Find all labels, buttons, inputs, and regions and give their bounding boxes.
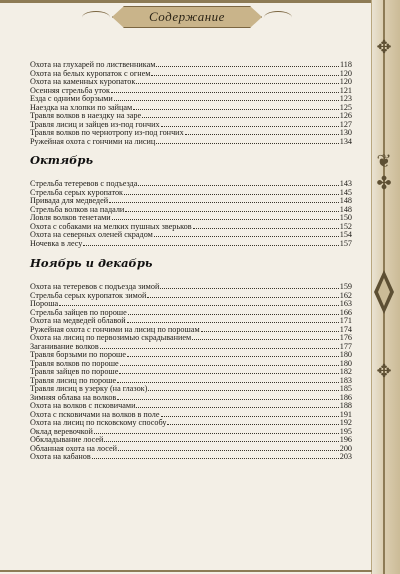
dot-leader — [142, 111, 339, 118]
toc-entry[interactable] — [30, 60, 352, 69]
toc-entry[interactable] — [30, 94, 352, 103]
dot-leader — [127, 350, 339, 357]
toc-entry-page: 157 — [339, 238, 352, 248]
dot-leader — [160, 282, 338, 289]
dot-leader — [156, 60, 339, 67]
toc-entry-title: Заганивание волков — [30, 341, 99, 351]
toc-entry[interactable] — [30, 367, 352, 376]
toc-entry[interactable] — [30, 384, 352, 393]
toc-block-october — [30, 179, 352, 247]
toc-entry[interactable] — [30, 393, 352, 402]
top-frame-line — [0, 0, 372, 3]
toc-entry-page: 182 — [339, 367, 352, 376]
toc-entry-title: Осенняя стрельба уток — [30, 85, 110, 95]
dot-leader — [117, 393, 338, 400]
toc-entry-title: Травля волков по пороше — [30, 358, 119, 368]
dot-leader — [201, 325, 339, 332]
toc-entry-page: 176 — [339, 333, 352, 342]
toc-entry-page: 174 — [339, 324, 352, 334]
toc-entry-page: 134 — [339, 136, 352, 146]
toc-content — [30, 60, 352, 461]
dot-leader — [133, 103, 339, 110]
toc-entry[interactable] — [30, 230, 352, 239]
dot-leader — [185, 128, 339, 135]
dot-leader — [100, 342, 339, 349]
toc-entry-title: Травля зайцев по пороше — [30, 367, 119, 376]
toc-entry[interactable] — [30, 435, 352, 444]
toc-entry[interactable] — [30, 291, 352, 300]
toc-entry-page: 120 — [339, 77, 352, 86]
toc-block-september — [30, 60, 352, 145]
dot-leader — [192, 333, 339, 340]
toc-entry-title: Травля борзыми по пороше — [30, 350, 126, 359]
toc-entry-page: 125 — [339, 102, 352, 112]
dot-leader — [148, 384, 338, 391]
dot-leader — [154, 230, 339, 237]
knot-ornament-icon: ✤ — [376, 173, 392, 193]
toc-entry-page: 185 — [339, 384, 352, 393]
toc-entry[interactable] — [30, 282, 352, 291]
toc-entry-page: 203 — [339, 452, 352, 461]
dot-leader — [125, 205, 338, 212]
toc-entry[interactable] — [30, 418, 352, 427]
dot-leader — [83, 239, 338, 246]
dot-leader — [167, 418, 338, 425]
toc-entry-page: 143 — [339, 179, 352, 188]
toc-entry-title: Охота на северных оленей скрадом — [30, 230, 153, 239]
toc-entry-title: Ружейная охота с гончими на лисиц — [30, 136, 156, 146]
toc-entry[interactable] — [30, 196, 352, 205]
toc-entry-page: 186 — [339, 392, 352, 402]
toc-entry-page: 148 — [339, 196, 352, 205]
toc-entry-page: 148 — [339, 204, 352, 214]
toc-entry[interactable] — [30, 205, 352, 214]
toc-entry-page: 191 — [339, 409, 352, 419]
toc-entry-page: 192 — [339, 418, 352, 427]
toc-entry[interactable] — [30, 359, 352, 368]
toc-entry[interactable] — [30, 86, 352, 95]
dot-leader — [59, 299, 339, 306]
toc-entry-page: 145 — [339, 187, 352, 197]
toc-entry[interactable] — [30, 308, 352, 317]
dot-leader — [120, 359, 339, 366]
toc-entry[interactable] — [30, 333, 352, 342]
toc-entry-page: 163 — [339, 299, 352, 308]
toc-entry-page: 120 — [339, 68, 352, 78]
toc-entry-title: Стрельба тетеревов с подъезда — [30, 179, 138, 188]
toc-entry-page: 118 — [340, 60, 352, 69]
toc-entry[interactable] — [30, 188, 352, 197]
knot-ornament-icon: ✥ — [376, 37, 392, 57]
toc-entry[interactable] — [30, 342, 352, 351]
dot-leader — [92, 452, 339, 459]
toc-entry[interactable] — [30, 444, 352, 453]
dot-leader — [138, 179, 338, 186]
dot-leader — [136, 77, 338, 84]
toc-entry-title: Травля лисиц по пороше — [30, 375, 117, 385]
toc-entry-page: 130 — [339, 128, 352, 137]
dot-leader — [151, 69, 338, 76]
toc-entry[interactable] — [30, 410, 352, 419]
toc-entry-page: 162 — [339, 290, 352, 300]
dot-leader — [156, 137, 338, 144]
toc-entry-title: Ружейная охота с гончими на лисиц по порошам — [30, 324, 200, 334]
toc-entry-title: Травля волков в наездку на заре — [30, 111, 142, 120]
toc-entry-page: 180 — [339, 350, 352, 359]
toc-entry-title: Езда с одними борзыми — [30, 94, 113, 103]
toc-entry-title: Охота с псковичами на волков в поле — [30, 409, 160, 419]
knot-ornament-icon: ❦ — [376, 151, 392, 171]
toc-entry[interactable] — [30, 299, 352, 308]
flourish-right-icon — [264, 11, 292, 24]
toc-entry-title: Стрельба серых куропаток зимой — [30, 290, 147, 300]
toc-entry[interactable] — [30, 376, 352, 385]
toc-entry-title: Стрельба серых куропаток — [30, 187, 124, 197]
toc-entry-title: Травля волков по чернотропу из-под гончих — [30, 128, 184, 137]
toc-entry-page: 200 — [339, 443, 352, 453]
toc-entry[interactable] — [30, 120, 352, 129]
toc-entry[interactable] — [30, 69, 352, 78]
toc-entry-title: Оклад веревочкой — [30, 426, 93, 436]
toc-entry-page: 154 — [339, 230, 352, 239]
dot-leader — [94, 427, 339, 434]
toc-entry-page: 177 — [339, 341, 352, 351]
flourish-left-icon — [82, 11, 110, 24]
toc-entry-page: 166 — [339, 307, 352, 317]
toc-entry-page: 123 — [339, 94, 352, 103]
toc-entry-title: Ловля волков тенетами — [30, 213, 111, 222]
toc-entry[interactable] — [30, 128, 352, 137]
toc-entry[interactable] — [30, 325, 352, 334]
toc-entry-page: 127 — [339, 119, 352, 129]
dot-leader — [109, 196, 339, 203]
toc-entry-title: Обланная охота на лосей — [30, 443, 118, 453]
toc-entry-page: 121 — [339, 85, 352, 95]
toc-entry[interactable] — [30, 350, 352, 359]
toc-entry-page: 180 — [339, 358, 352, 368]
dot-leader — [104, 435, 338, 442]
dot-leader — [111, 86, 339, 93]
toc-entry-title: Ночевка в лесу — [30, 238, 83, 248]
toc-entry-page: 196 — [339, 435, 352, 444]
toc-entry-page: 183 — [339, 375, 352, 385]
toc-entry-title: Стрельба зайцев по пороше — [30, 307, 127, 317]
toc-entry-title: Охота на кабанов — [30, 452, 91, 461]
toc-entry-title: Привада для медведей — [30, 196, 109, 205]
toc-entry[interactable] — [30, 427, 352, 436]
dot-leader — [193, 222, 339, 229]
toc-entry-page: 188 — [339, 401, 352, 410]
toc-entry-title: Травля лисиц и зайцев из-под гончих — [30, 119, 160, 129]
toc-entry-title: Обкладывание лосей — [30, 435, 104, 444]
toc-entry[interactable] — [30, 77, 352, 86]
section-heading-november-december: Ноябрь и декабрь — [30, 256, 153, 270]
toc-entry[interactable] — [30, 239, 352, 248]
header-ribbon — [112, 6, 262, 28]
toc-entry[interactable] — [30, 179, 352, 188]
section-heading-october: Октябрь — [30, 153, 94, 167]
dot-leader — [117, 376, 339, 383]
toc-entry[interactable] — [30, 452, 352, 461]
toc-entry-page: 150 — [339, 213, 352, 222]
dot-leader — [161, 410, 339, 417]
toc-entry-title: Стрельба волков на падали — [30, 204, 125, 214]
toc-block-november-december — [30, 282, 352, 461]
toc-entry-title: Охота на лисиц по первозимью скрадыванием — [30, 333, 192, 342]
toc-entry-page: 159 — [339, 282, 352, 291]
toc-entry-title: Охота на глухарей по лиственникам — [30, 60, 156, 69]
dot-leader — [119, 367, 338, 374]
dot-leader — [118, 444, 339, 451]
dot-leader — [127, 316, 339, 323]
toc-entry-title: Охота на каменных куропаток — [30, 77, 136, 86]
toc-entry[interactable] — [30, 222, 352, 231]
dot-leader — [161, 120, 339, 127]
toc-entry-title: Наездка на хлопки по зайцам — [30, 102, 133, 112]
toc-entry[interactable] — [30, 401, 352, 410]
toc-entry[interactable] — [30, 111, 352, 120]
right-decorative-border — [371, 0, 400, 574]
dot-leader — [147, 291, 338, 298]
toc-entry-title: Охота на волков с псковичами — [30, 401, 136, 410]
dot-leader — [114, 94, 339, 101]
toc-entry[interactable] — [30, 137, 352, 146]
dot-leader — [112, 213, 339, 220]
dot-leader — [136, 401, 338, 408]
toc-entry-title: Охота на лисиц по псковскому способу — [30, 418, 167, 427]
page-title: Содержание — [149, 9, 225, 24]
toc-entry-page: 171 — [339, 316, 352, 325]
toc-entry-title: Охота на белых куропаток с огнем — [30, 68, 151, 78]
dot-leader — [124, 188, 339, 195]
toc-entry-title: Охота на медведей облавой — [30, 316, 126, 325]
toc-entry-title: Зимняя облава на волков — [30, 392, 117, 402]
toc-entry[interactable] — [30, 213, 352, 222]
toc-entry-page: 152 — [339, 221, 352, 231]
diamond-ornament-icon — [374, 270, 394, 314]
bottom-frame-line — [0, 570, 372, 572]
toc-entry-title: Охота на тетеревов с подъезда зимой — [30, 282, 160, 291]
knot-ornament-icon: ✥ — [376, 361, 392, 381]
toc-entry-page: 195 — [339, 426, 352, 436]
toc-entry[interactable] — [30, 103, 352, 112]
toc-entry[interactable] — [30, 316, 352, 325]
toc-entry-title: Охота с собаками на мелких пушных зверьков — [30, 221, 192, 231]
toc-entry-page: 126 — [339, 111, 352, 120]
dot-leader — [128, 308, 339, 315]
toc-entry-title: Пороша — [30, 299, 59, 308]
toc-entry-title: Травля лисиц в узерку (на глазок) — [30, 384, 148, 393]
